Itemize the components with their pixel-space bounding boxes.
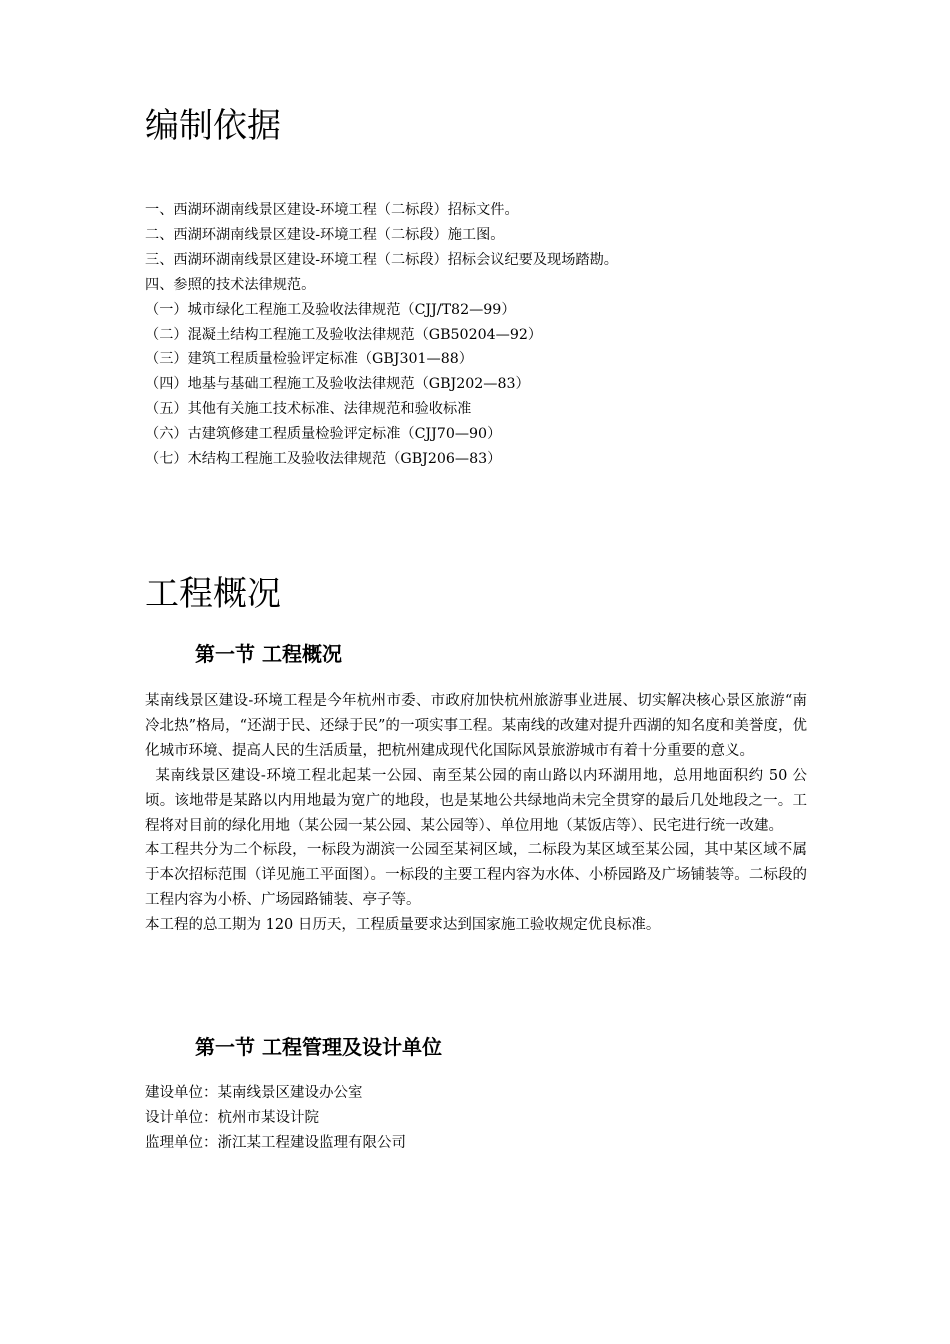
list-item: 四、参照的技术法律规范。 xyxy=(145,276,316,293)
units-list xyxy=(145,1081,406,1156)
list-item: （二）混凝土结构工程施工及验收法律规范（GB50204—92） xyxy=(145,326,543,343)
list-item: （七）木结构工程施工及验收法律规范（GBJ206—83） xyxy=(145,451,502,468)
unit-item-supervisor: 监理单位：浙江某工程建设监理有限公司 xyxy=(145,1134,406,1151)
list-item: （四）地基与基础工程施工及验收法律规范（GBJ202—83） xyxy=(145,376,530,393)
list-item: 二、西湖环湖南线景区建设-环境工程（二标段）施工图。 xyxy=(145,226,505,243)
list-item: （六）古建筑修建工程质量检验评定标准（CJJ70—90） xyxy=(145,426,502,443)
list-item: （一）城市绿化工程施工及验收法律规范（CJJ/T82—99） xyxy=(145,301,516,318)
list-item: 三、西湖环湖南线景区建设-环境工程（二标段）招标会议纪要及现场踏勘。 xyxy=(145,251,618,268)
basis-list xyxy=(145,198,618,472)
paragraph: 某南线景区建设-环境工程是今年杭州市委、市政府加快杭州旅游事业进展、切实解决核心景区旅游“南冷北热”格局，“还湖于民、还绿于民”的一项实事工程。某南线的改建对提升西湖的知名度和美誉度，优化城市环境、提高人民的生活质量，把杭州建成现代化国际风景旅游城市有着十分重要的意义。 xyxy=(145,693,807,759)
unit-item-owner: 建设单位：某南线景区建设办公室 xyxy=(145,1085,363,1101)
list-item: 一、西湖环湖南线景区建设-环境工程（二标段）招标文件。 xyxy=(145,202,519,218)
subsection-title-units: 第一节 工程管理及设计单位 xyxy=(195,1035,442,1059)
paragraph: 某南线景区建设-环境工程北起某一公园、南至某公园的南山路以内环湖用地，总用地面积约 50 公顷。该地带是某路以内用地最为宽广的地段，也是某地公共绿地尚未完全贯穿的最后几处地段之一。工程将对目前的绿化用地（某公园一某公园、某公园等）、单位用地（某饭店等）、民宅进行统一改建。 xyxy=(145,767,808,834)
list-item: （三）建筑工程质量检验评定标准（GBJ301—88） xyxy=(145,351,473,368)
list-item: （五）其他有关施工技术标准、法律规范和验收标准 xyxy=(145,401,472,418)
paragraph: 本工程的总工期为 120 日历天，工程质量要求达到国家施工验收规定优良标准。 xyxy=(145,917,661,934)
subsection-title-overview: 第一节 工程概况 xyxy=(195,642,342,666)
section-title-overview: 工程概况 xyxy=(145,574,281,614)
unit-item-designer: 设计单位：杭州市某设计院 xyxy=(145,1109,319,1126)
section-title-basis: 编制依据 xyxy=(145,106,281,146)
paragraph: 本工程共分为二个标段，一标段为湖滨一公园至某祠区域，二标段为某区域至某公园，其中某区域不属于本次招标范围（详见施工平面图）。一标段的主要工程内容为水体、小桥园路及广场铺装等。二标段的工程内容为小桥、广场园路铺装、亭子等。 xyxy=(145,842,807,909)
overview-body xyxy=(145,689,807,938)
